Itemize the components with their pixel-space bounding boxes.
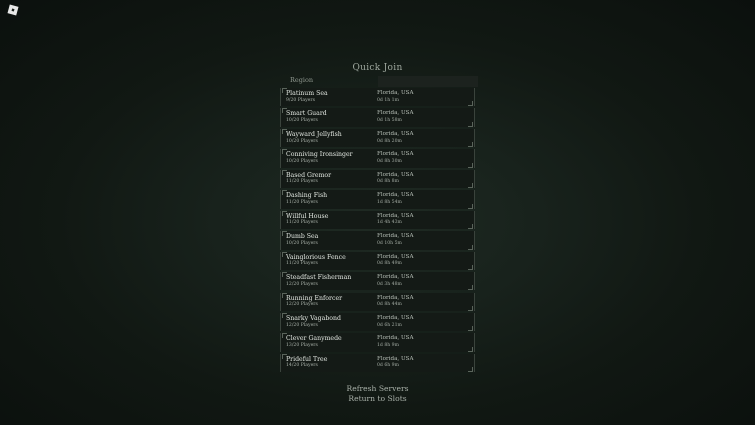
server-name: Based Gremor <box>286 171 332 179</box>
server-players: 10/20 Players <box>286 158 318 164</box>
server-region: Florida, USA <box>377 274 414 281</box>
roblox-logo-icon[interactable] <box>6 3 20 17</box>
server-players: 11/20 Players <box>286 220 318 226</box>
server-players: 12/20 Players <box>286 302 318 308</box>
server-uptime: 0d 6h 21m <box>377 322 402 328</box>
server-players: 11/20 Players <box>286 179 318 185</box>
server-uptime: 0d 8h 30m <box>377 158 402 164</box>
server-uptime: 1d 8h 9m <box>377 343 399 349</box>
server-row[interactable] <box>280 293 475 311</box>
server-name: Conniving Ironsinger <box>286 151 353 159</box>
server-row[interactable] <box>280 252 475 270</box>
server-region: Florida, USA <box>377 192 414 199</box>
server-row[interactable] <box>280 108 475 126</box>
server-players: 11/20 Players <box>286 261 318 267</box>
server-list <box>280 88 475 374</box>
server-players: 11/20 Players <box>286 199 318 205</box>
server-region: Florida, USA <box>377 110 414 117</box>
region-filter <box>282 75 475 85</box>
server-players: 10/20 Players <box>286 118 318 124</box>
server-region: Florida, USA <box>377 335 414 342</box>
server-row[interactable] <box>280 231 475 249</box>
page-title: Quick Join <box>352 63 403 73</box>
server-region: Florida, USA <box>377 212 414 219</box>
server-players: 14/20 Players <box>286 363 318 369</box>
server-uptime: 0d 8h 20m <box>377 138 402 144</box>
server-region: Florida, USA <box>377 90 414 96</box>
server-players: 9/20 Players <box>286 97 315 103</box>
server-players: 10/20 Players <box>286 138 318 144</box>
server-uptime: 0d 6h 9m <box>377 363 399 369</box>
server-name: Prideful Tree <box>286 355 328 363</box>
server-row[interactable] <box>280 211 475 229</box>
server-players: 10/20 Players <box>286 240 318 246</box>
server-name: Willful House <box>286 212 329 220</box>
server-row[interactable] <box>280 190 475 208</box>
server-uptime: 1d 4h 43m <box>377 220 402 226</box>
server-region: Florida, USA <box>377 151 414 158</box>
server-row[interactable] <box>280 170 475 188</box>
server-name: Running Enforcer <box>286 294 343 302</box>
server-name: Clever Ganymede <box>286 335 342 343</box>
server-region: Florida, USA <box>377 314 414 321</box>
server-uptime: 0d 10h 5m <box>377 240 402 246</box>
refresh-servers-button[interactable]: Refresh Servers <box>346 384 409 393</box>
server-name: Platinum Sea <box>286 90 328 97</box>
server-uptime: 0d 8h 44m <box>377 302 402 308</box>
server-region: Florida, USA <box>377 171 414 178</box>
server-uptime: 0d 3h 48m <box>377 281 402 287</box>
server-region: Florida, USA <box>377 253 414 260</box>
server-region: Florida, USA <box>377 130 414 137</box>
server-row[interactable] <box>280 129 475 147</box>
region-input[interactable] <box>378 76 478 87</box>
server-row[interactable] <box>280 333 475 351</box>
server-uptime: 1d 8h 54m <box>377 199 402 205</box>
server-name: Dumb Sea <box>286 233 319 241</box>
server-row[interactable] <box>280 313 475 331</box>
server-name: Wayward Jellyfish <box>286 130 342 138</box>
server-name: Snarky Vagabond <box>286 314 341 322</box>
server-region: Florida, USA <box>377 355 414 362</box>
return-to-slots-button[interactable]: Return to Slots <box>348 394 407 403</box>
server-uptime: 0d 8h 8m <box>377 179 399 185</box>
server-row[interactable] <box>280 88 475 106</box>
region-label: Region <box>290 76 314 84</box>
server-name: Dashing Fish <box>286 192 328 200</box>
server-row[interactable] <box>280 149 475 167</box>
server-players: 12/20 Players <box>286 322 318 328</box>
server-name: Vainglorious Fence <box>286 253 346 261</box>
server-players: 12/20 Players <box>286 281 318 287</box>
server-uptime: 0d 8h 49m <box>377 261 402 267</box>
server-region: Florida, USA <box>377 233 414 240</box>
server-name: Smart Guard <box>286 110 327 118</box>
server-uptime: 0d 1h 58m <box>377 118 402 124</box>
server-row[interactable] <box>280 272 475 290</box>
server-name: Steadfast Fisherman <box>286 274 352 282</box>
server-uptime: 0d 1h 1m <box>377 97 399 103</box>
server-row[interactable] <box>280 354 475 372</box>
server-region: Florida, USA <box>377 294 414 301</box>
server-players: 13/20 Players <box>286 343 318 349</box>
